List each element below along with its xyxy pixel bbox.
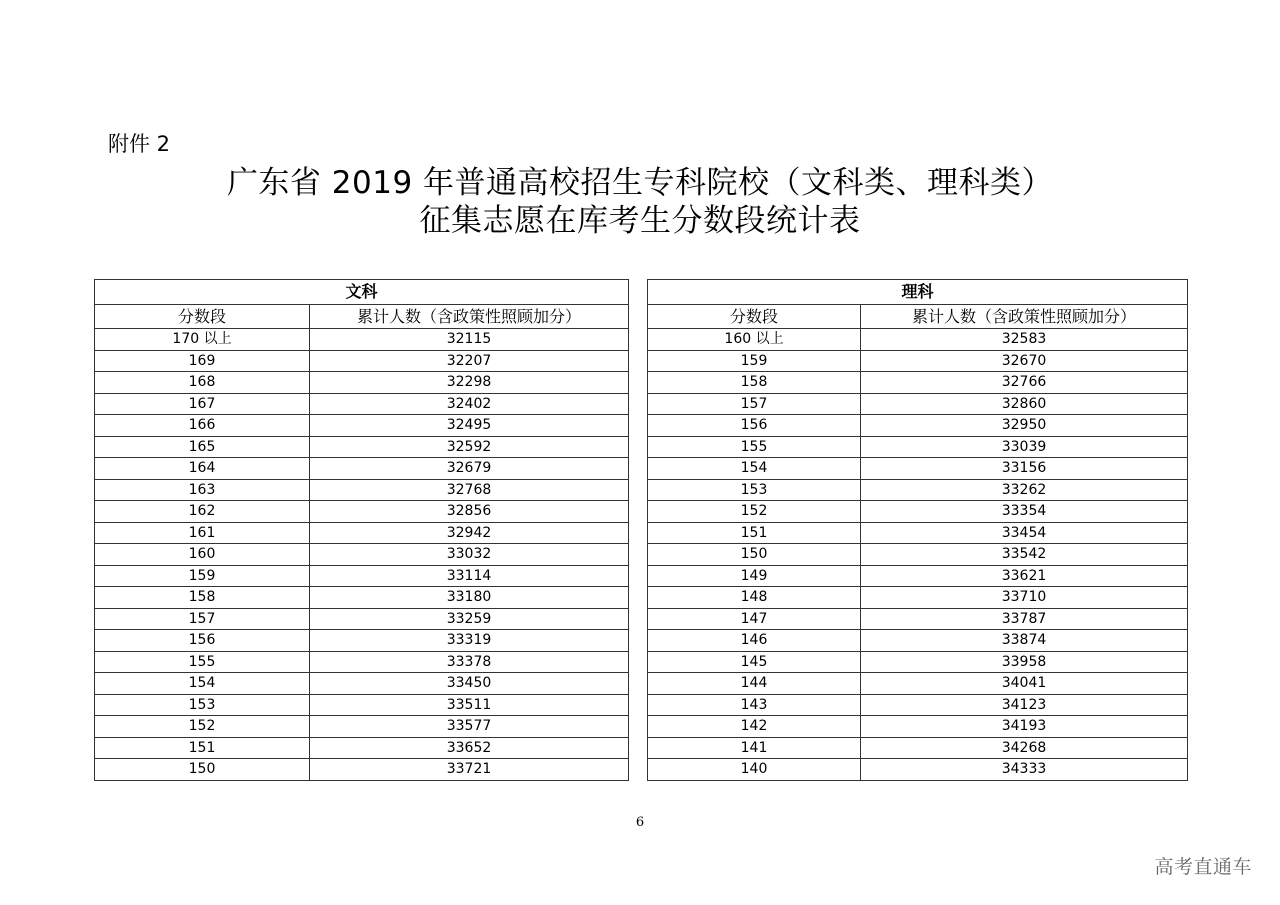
table-row [648,608,1188,630]
count-cell: 32860 [861,393,1188,415]
table-row [95,372,629,394]
table-row [648,651,1188,673]
table-row [95,415,629,437]
count-cell: 32583 [861,329,1188,351]
count-cell: 34268 [861,737,1188,759]
score-cell: 144 [648,673,861,695]
science-count-column-header: 累计人数（含政策性照顾加分） [861,305,1188,329]
score-cell: 151 [95,737,310,759]
count-cell: 32115 [310,329,629,351]
count-cell: 33621 [861,565,1188,587]
count-cell: 33542 [861,544,1188,566]
score-cell: 154 [648,458,861,480]
table-row [648,694,1188,716]
table-row [648,544,1188,566]
count-cell: 32950 [861,415,1188,437]
count-cell: 33450 [310,673,629,695]
count-cell: 33710 [861,587,1188,609]
table-row [648,737,1188,759]
score-cell: 165 [95,436,310,458]
score-cell: 149 [648,565,861,587]
count-cell: 33454 [861,522,1188,544]
score-cell: 166 [95,415,310,437]
table-row [95,587,629,609]
count-cell: 34193 [861,716,1188,738]
count-cell: 33032 [310,544,629,566]
table-row [648,565,1188,587]
score-cell: 155 [95,651,310,673]
score-cell: 156 [648,415,861,437]
table-row [648,329,1188,351]
document-title-line2: 征集志愿在库考生分数段统计表 [419,203,861,239]
score-cell: 152 [648,501,861,523]
score-cell: 157 [648,393,861,415]
watermark-text: 高考直通车 [1154,856,1252,878]
count-cell: 33259 [310,608,629,630]
count-cell: 32766 [861,372,1188,394]
score-cell: 152 [95,716,310,738]
count-cell: 33180 [310,587,629,609]
score-cell: 156 [95,630,310,652]
table-row [648,673,1188,695]
score-cell: 146 [648,630,861,652]
score-cell: 145 [648,651,861,673]
count-cell: 32768 [310,479,629,501]
table-row [648,716,1188,738]
score-cell: 147 [648,608,861,630]
score-cell: 142 [648,716,861,738]
count-cell: 32592 [310,436,629,458]
score-cell: 164 [95,458,310,480]
score-cell: 151 [648,522,861,544]
score-cell: 167 [95,393,310,415]
table-row [648,759,1188,781]
score-cell: 163 [95,479,310,501]
count-cell: 34041 [861,673,1188,695]
table-row [95,737,629,759]
table-row [95,458,629,480]
table-row [95,544,629,566]
table-row [95,716,629,738]
liberal-arts-table [94,279,629,781]
liberal-arts-score-column-header: 分数段 [95,305,310,329]
count-cell: 33319 [310,630,629,652]
score-cell: 157 [95,608,310,630]
count-cell: 33511 [310,694,629,716]
count-cell: 32207 [310,350,629,372]
count-cell: 34333 [861,759,1188,781]
table-row [648,436,1188,458]
score-cell: 161 [95,522,310,544]
table-row [95,759,629,781]
score-cell: 168 [95,372,310,394]
table-row [648,587,1188,609]
table-row [95,479,629,501]
liberal-arts-table-body [95,329,629,781]
score-cell: 158 [648,372,861,394]
table-row [95,565,629,587]
score-cell: 162 [95,501,310,523]
science-score-column-header: 分数段 [648,305,861,329]
count-cell: 32942 [310,522,629,544]
score-cell: 143 [648,694,861,716]
liberal-arts-group-header: 文科 [95,280,629,305]
table-row [648,415,1188,437]
score-cell: 160 以上 [648,329,861,351]
score-cell: 154 [95,673,310,695]
table-row [648,522,1188,544]
count-cell: 32856 [310,501,629,523]
score-cell: 169 [95,350,310,372]
count-cell: 32679 [310,458,629,480]
count-cell: 33114 [310,565,629,587]
liberal-arts-count-column-header: 累计人数（含政策性照顾加分） [310,305,629,329]
table-row [648,350,1188,372]
page-number: 6 [635,815,645,830]
table-row [95,329,629,351]
score-cell: 150 [95,759,310,781]
count-cell: 33039 [861,436,1188,458]
score-cell: 150 [648,544,861,566]
count-cell: 33721 [310,759,629,781]
table-row [648,458,1188,480]
count-cell: 33354 [861,501,1188,523]
score-cell: 160 [95,544,310,566]
table-row [95,350,629,372]
count-cell: 32495 [310,415,629,437]
table-row [95,673,629,695]
score-cell: 158 [95,587,310,609]
attachment-label: 附件 2 [108,132,171,156]
count-cell: 33874 [861,630,1188,652]
count-cell: 33378 [310,651,629,673]
score-cell: 155 [648,436,861,458]
science-table [647,279,1188,781]
table-row [95,651,629,673]
table-row [95,501,629,523]
count-cell: 33652 [310,737,629,759]
science-table-body [648,329,1188,781]
count-cell: 33262 [861,479,1188,501]
table-row [648,372,1188,394]
count-cell: 33787 [861,608,1188,630]
score-cell: 153 [95,694,310,716]
count-cell: 34123 [861,694,1188,716]
count-cell: 32670 [861,350,1188,372]
table-row [648,393,1188,415]
score-cell: 148 [648,587,861,609]
table-row [648,630,1188,652]
table-row [95,694,629,716]
count-cell: 33156 [861,458,1188,480]
score-cell: 141 [648,737,861,759]
count-cell: 32402 [310,393,629,415]
table-row [648,501,1188,523]
science-group-header: 理科 [648,280,1188,305]
document-title-line1: 广东省 2019 年普通高校招生专科院校（文科类、理科类） [226,165,1054,201]
score-cell: 140 [648,759,861,781]
score-cell: 170 以上 [95,329,310,351]
table-row [95,436,629,458]
table-row [95,393,629,415]
score-cell: 159 [648,350,861,372]
table-row [648,479,1188,501]
count-cell: 32298 [310,372,629,394]
score-cell: 153 [648,479,861,501]
score-cell: 159 [95,565,310,587]
table-row [95,608,629,630]
table-row [95,522,629,544]
table-row [95,630,629,652]
count-cell: 33577 [310,716,629,738]
count-cell: 33958 [861,651,1188,673]
